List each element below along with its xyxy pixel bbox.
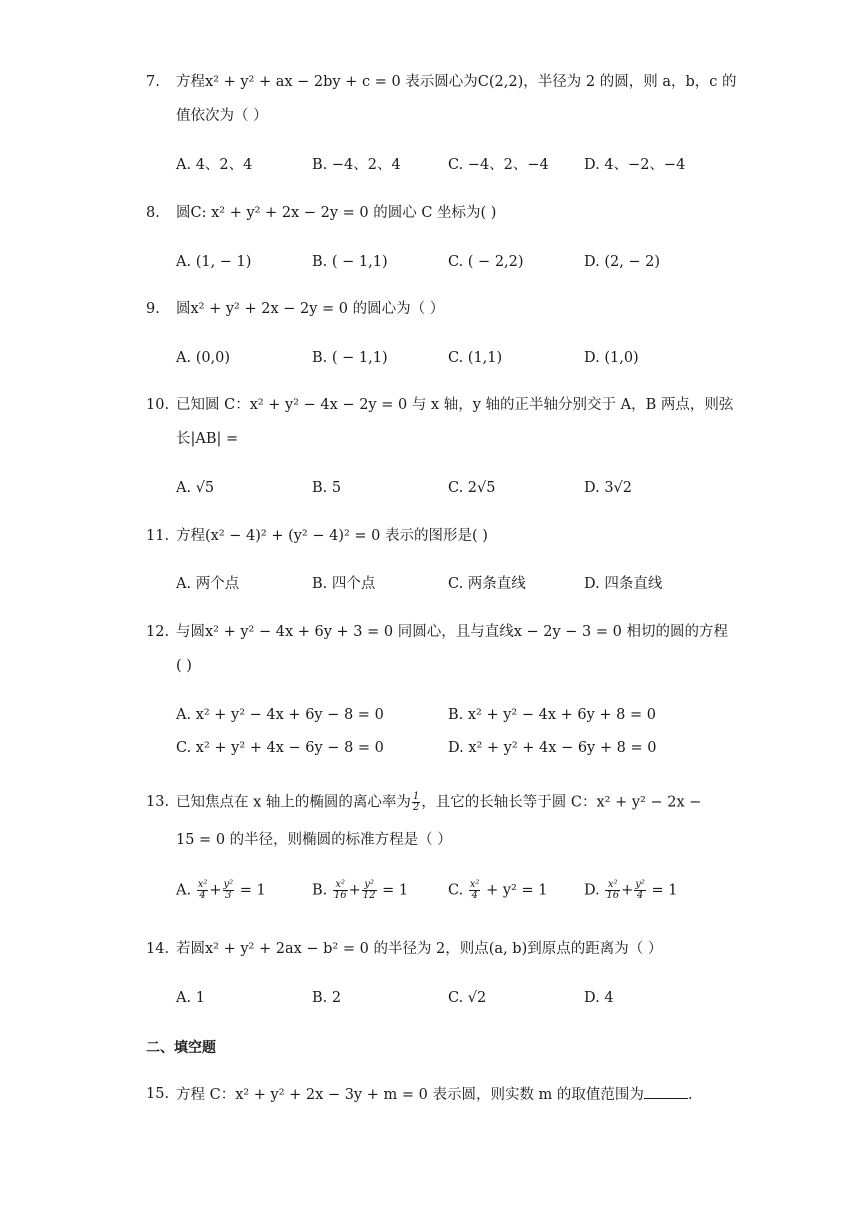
option-b[interactable]: B. 四个点: [312, 576, 376, 592]
option-b[interactable]: B. −4、2、4: [312, 157, 401, 173]
question-stem: 方程 C：x² + y² + 2x − 3y + m = 0 表示圆，则实数 m 的取值范围为 .: [176, 1084, 693, 1105]
question-stem-cont: 值依次为（ ）: [176, 108, 268, 124]
question-number: 9.: [146, 301, 160, 317]
question-stem: 已知圆 C：x² + y² − 4x − 2y = 0 与 x 轴，y 轴的正半轴分别交于 A，B 两点，则弦: [176, 397, 734, 413]
option-c[interactable]: C. x² + y² + 4x − 6y − 8 = 0: [176, 740, 384, 756]
option-c[interactable]: C. ( − 2,2): [448, 254, 524, 270]
question-number: 15.: [146, 1086, 170, 1102]
option-c[interactable]: C. 两条直线: [448, 576, 526, 592]
section-heading: 二、填空题: [146, 1040, 216, 1056]
option-c[interactable]: C. −4、2、−4: [448, 157, 549, 173]
fraction: $\frac{1}{2}$: [412, 791, 420, 813]
question-stem: 方程x² + y² + ax − 2by + c = 0 表示圆心为C(2,2)，半径为 2 的圆，则 a，b，c 的: [176, 74, 737, 90]
option-b[interactable]: B. x² + y² − 4x + 6y + 8 = 0: [448, 707, 656, 723]
question-stem-cont: ( ): [176, 658, 192, 674]
option-c[interactable]: C. (1,1): [448, 350, 503, 366]
option-d[interactable]: D. (2, − 2): [584, 254, 661, 270]
question-stem-cont: 长|AB| =: [176, 431, 239, 447]
question-stem-cont: 15 = 0 的半径，则椭圆的标准方程是（ ）: [176, 832, 452, 848]
option-d[interactable]: D. 4: [584, 990, 614, 1006]
option-a[interactable]: A. $\frac{\text{x²}}{4}$ + $\frac{\text{y²}}{3}$ = 1: [176, 879, 266, 901]
option-d[interactable]: D. 四条直线: [584, 576, 663, 592]
option-a[interactable]: A. √5: [176, 480, 215, 496]
question-stem: 若圆x² + y² + 2ax − b² = 0 的半径为 2，则点(a, b)到原点的距离为（ ）: [176, 941, 663, 957]
question-number: 14.: [146, 941, 170, 957]
option-b[interactable]: B. ( − 1,1): [312, 350, 388, 366]
option-a[interactable]: A. 1: [176, 990, 205, 1006]
question-number: 12.: [146, 624, 170, 640]
answer-blank[interactable]: [644, 1084, 688, 1099]
question-number: 11.: [146, 528, 170, 544]
question-number: 10.: [146, 397, 170, 413]
question-stem: 圆C: x² + y² + 2x − 2y = 0 的圆心 C 坐标为( ): [176, 205, 497, 221]
question-number: 7.: [146, 74, 160, 90]
option-d[interactable]: D. $\frac{\text{x²}}{16}$ + $\frac{\text{y²}}{4}$ = 1: [584, 879, 678, 901]
option-b[interactable]: B. 5: [312, 480, 342, 496]
option-a[interactable]: A. (1, − 1): [176, 254, 252, 270]
option-d[interactable]: D. (1,0): [584, 350, 639, 366]
option-a[interactable]: A. (0,0): [176, 350, 231, 366]
question-stem: 圆x² + y² + 2x − 2y = 0 的圆心为（ ）: [176, 301, 445, 317]
option-c[interactable]: C. $\frac{\text{x²}}{4}$ + y² = 1: [448, 879, 548, 901]
question-stem: 方程(x² − 4)² + (y² − 4)² = 0 表示的图形是( ): [176, 528, 488, 544]
option-d[interactable]: D. 4、−2、−4: [584, 157, 686, 173]
option-c[interactable]: C. 2√5: [448, 480, 496, 496]
question-stem: 已知焦点在 x 轴上的椭圆的离心率为 $\frac{1}{2}$ ，且它的长轴长等于圆 C：x² + y² − 2x −: [176, 791, 702, 813]
question-stem: 与圆x² + y² − 4x + 6y + 3 = 0 同圆心，且与直线x − 2y − 3 = 0 相切的圆的方程: [176, 624, 728, 640]
option-a[interactable]: A. 4、2、4: [176, 157, 253, 173]
option-b[interactable]: B. $\frac{\text{x²}}{16}$ + $\frac{\text{y²}}{12}$ = 1: [312, 879, 409, 901]
option-a[interactable]: A. x² + y² − 4x + 6y − 8 = 0: [176, 707, 384, 723]
option-b[interactable]: B. ( − 1,1): [312, 254, 388, 270]
option-d[interactable]: D. x² + y² + 4x − 6y + 8 = 0: [448, 740, 657, 756]
option-c[interactable]: C. √2: [448, 990, 487, 1006]
option-d[interactable]: D. 3√2: [584, 480, 633, 496]
option-b[interactable]: B. 2: [312, 990, 342, 1006]
option-a[interactable]: A. 两个点: [176, 576, 240, 592]
question-number: 8.: [146, 205, 160, 221]
question-number: 13.: [146, 794, 170, 810]
